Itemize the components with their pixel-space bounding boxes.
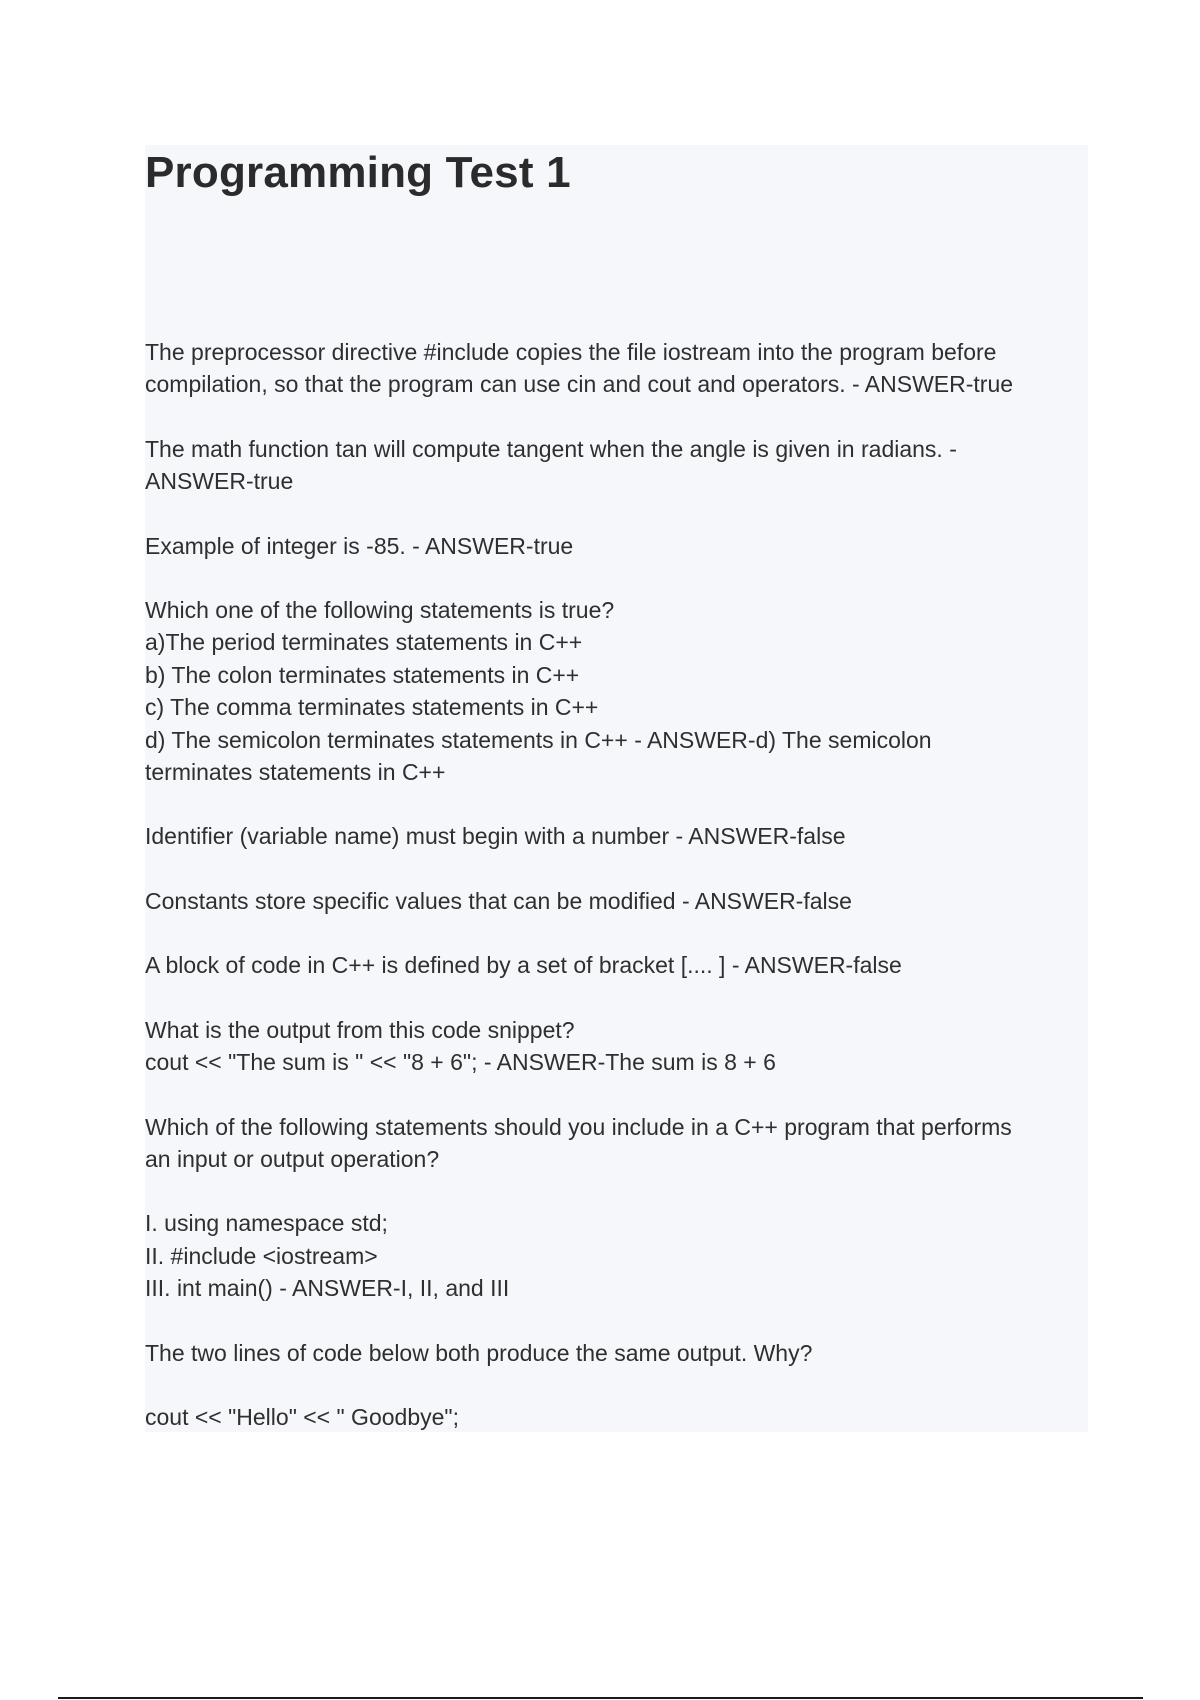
question-text-line: Which of the following statements should you include in a C++ program that performs [145, 1113, 1012, 1140]
question-item-3 [145, 530, 1085, 562]
option-line: II. #include <iostream> [145, 1242, 378, 1269]
question-text-line: Which one of the following statements is true? [145, 597, 615, 624]
question-text-line: What is the output from this code snippet? [145, 1016, 575, 1043]
question-item-9 [145, 1111, 1085, 1305]
option-line: III. int main() - ANSWER-I, II, and III [145, 1275, 510, 1302]
question-text-line: The two lines of code below both produce the same output. Why? [145, 1339, 813, 1366]
paragraph-gap [145, 1175, 1085, 1207]
code-line: cout << "The sum is " << "8 + 6"; - ANSWER-The sum is 8 + 6 [145, 1049, 776, 1076]
option-line: c) The comma terminates statements in C++ [145, 694, 599, 721]
page-title: Programming Test 1 [145, 148, 571, 197]
question-text-line: Example of integer is -85. - ANSWER-true [145, 532, 574, 559]
option-line: I. using namespace std; [145, 1210, 388, 1237]
question-text-line: The preprocessor directive #include copies the file iostream into the program before [145, 339, 997, 365]
option-line: d) The semicolon terminates statements in C++ - ANSWER-d) The semicolon [145, 726, 932, 753]
question-item-2 [145, 433, 1085, 498]
question-item-7 [145, 949, 1085, 981]
question-item-11 [145, 1401, 1085, 1433]
question-item-8 [145, 1014, 1085, 1079]
question-item-10 [145, 1337, 1085, 1369]
question-text-line: A block of code in C++ is defined by a set of bracket [.... ] - ANSWER-false [145, 952, 902, 979]
question-item-1 [145, 336, 1085, 401]
footer-divider [58, 1697, 1143, 1699]
question-list [145, 336, 1085, 1465]
code-line: cout << "Hello" << " Goodbye"; [145, 1403, 459, 1430]
question-text-line: Constants store specific values that can be modified - ANSWER-false [145, 887, 852, 914]
question-text-line: The math function tan will compute tangent when the angle is given in radians. - [145, 435, 957, 462]
question-text-line: compilation, so that the program can use cin and cout and operators. - ANSWER-true [145, 371, 1014, 398]
question-item-5 [145, 820, 1085, 852]
option-line: terminates statements in C++ [145, 759, 446, 786]
question-text-line: ANSWER-true [145, 468, 294, 495]
question-item-4 [145, 594, 1085, 788]
option-line: b) The colon terminates statements in C++ [145, 661, 580, 688]
question-item-6 [145, 885, 1085, 917]
question-text-line: an input or output operation? [145, 1145, 440, 1172]
option-line: a)The period terminates statements in C++ [145, 629, 583, 656]
question-text-line: Identifier (variable name) must begin with a number - ANSWER-false [145, 823, 846, 850]
